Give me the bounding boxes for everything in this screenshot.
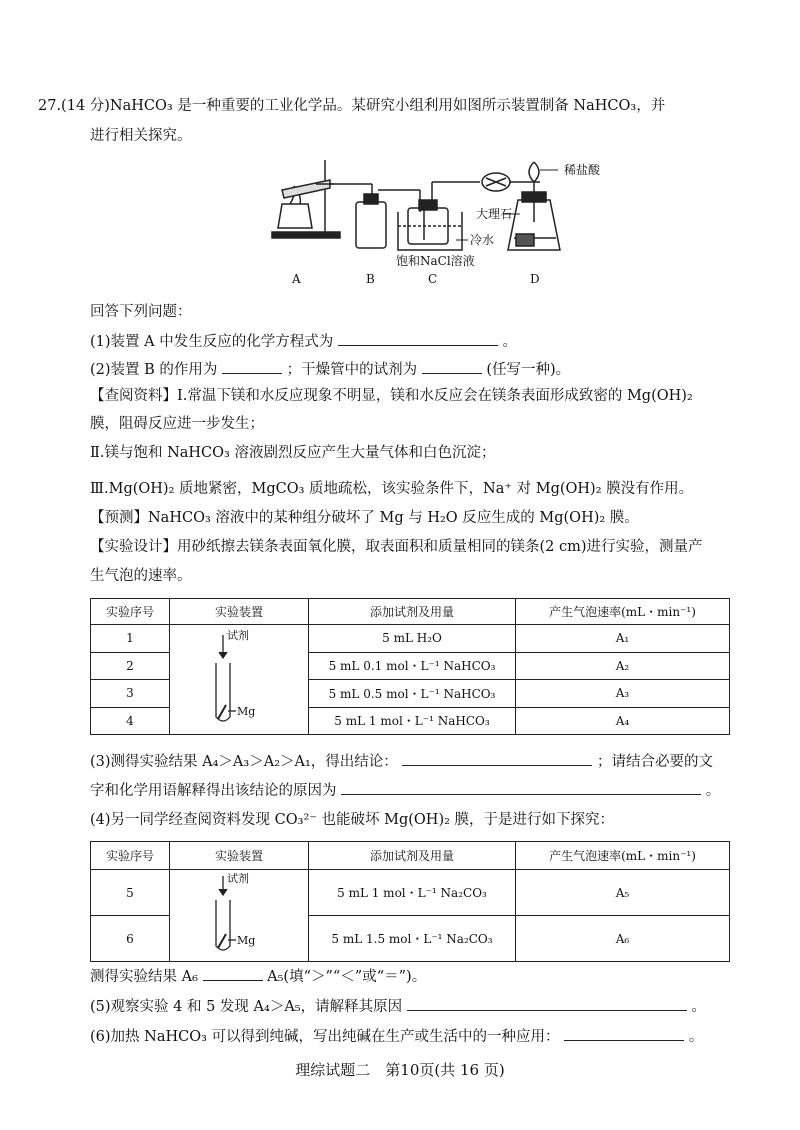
tube-mg-label: Mg — [237, 934, 256, 947]
table-1-header: 产生气泡速率(mL・min⁻¹) — [516, 599, 730, 625]
test-tube-icon — [170, 625, 308, 731]
question-3-end: 。 — [705, 783, 721, 799]
question-2 — [90, 358, 570, 380]
question-2-text-a: (2)装置 B 的作用为 — [90, 362, 218, 378]
test-tube-figure — [170, 625, 309, 735]
answer-blank-5[interactable] — [407, 995, 687, 1011]
question-1-text: (1)装置 A 中发生反应的化学方程式为 — [90, 334, 334, 350]
table-cell-rate: A₆ — [516, 916, 730, 962]
table-cell-no: 1 — [91, 625, 170, 653]
answer-blank-2a[interactable] — [222, 358, 282, 374]
question-1-end: 。 — [502, 334, 517, 350]
answer-prompt: 回答下列问题： — [90, 304, 192, 320]
table-cell-reagent: 5 mL 1.5 mol・L⁻¹ Na₂CO₃ — [309, 916, 516, 962]
reference-line-4: Ⅲ.Mg(OH)₂ 质地紧密，MgCO₃ 质地疏松，该实验条件下，Na⁺ 对 Mg(OH)₂ 膜没有作用。 — [90, 481, 694, 497]
tube-reagent-label: 试剂 — [227, 872, 249, 885]
question-4-result-text-b: A₅(填“＞”“＜”或“＝”)。 — [267, 969, 427, 985]
table-cell-rate: A₃ — [516, 680, 730, 708]
answer-blank-6[interactable] — [564, 1025, 684, 1041]
apparatus-diagram — [0, 152, 800, 292]
label-cold-water: 冷水 — [470, 233, 495, 247]
label-saturated-nacl: 饱和NaCl溶液 — [396, 254, 475, 268]
question-6-text: (6)加热 NaHCO₃ 可以得到纯碱，写出纯碱在生产或生活中的一种应用： — [90, 1029, 560, 1045]
question-4-result — [90, 965, 426, 987]
test-tube-figure — [170, 870, 309, 962]
reference-line-1: 【查阅资料】Ⅰ.常温下镁和水反应现象不明显，镁和水反应会在镁条表面形成致密的 Mg(OH)₂ — [90, 388, 693, 404]
page-footer: 理综试题二 第10页(共 16 页) — [295, 1061, 505, 1079]
table-2-header: 实验序号 — [91, 842, 170, 870]
test-tube-icon — [170, 870, 308, 958]
reference-line-3: Ⅱ.镁与饱和 NaHCO₃ 溶液剧烈反应产生大量气体和白色沉淀； — [90, 445, 496, 461]
question-2-text-b: ；干燥管中的试剂为 — [286, 362, 418, 378]
question-2-text-c: (任写一种)。 — [486, 362, 571, 378]
table-2-header: 添加试剂及用量 — [309, 842, 516, 870]
label-apparatus-b: B — [366, 272, 375, 286]
experiment-table-1 — [90, 598, 730, 735]
question-3-text-c: 字和化学用语解释得出该结论的原因为 — [90, 783, 337, 799]
table-1-header: 实验序号 — [91, 599, 170, 625]
table-cell-rate: A₂ — [516, 652, 730, 680]
design-line-1: 【实验设计】用砂纸擦去镁条表面氧化膜，取表面积和质量相同的镁条(2 cm)进行实验，测量产 — [90, 539, 703, 555]
question-3-text-b: ；请结合必要的文 — [597, 754, 714, 770]
table-cell-reagent: 5 mL 0.5 mol・L⁻¹ NaHCO₃ — [309, 680, 516, 708]
tube-reagent-label: 试剂 — [227, 629, 249, 642]
table-cell-rate: A₁ — [516, 625, 730, 653]
table-1-header: 添加试剂及用量 — [309, 599, 516, 625]
question-6-end: 。 — [688, 1029, 704, 1045]
table-cell-rate: A₄ — [516, 707, 730, 735]
answer-blank-1[interactable] — [338, 330, 498, 346]
tube-mg-label: Mg — [237, 705, 256, 718]
table-cell-reagent: 5 mL H₂O — [309, 625, 516, 653]
answer-blank-4[interactable] — [203, 965, 263, 981]
table-cell-no: 4 — [91, 707, 170, 735]
question-3-line-1 — [90, 750, 713, 772]
question-6 — [90, 1025, 703, 1047]
question-3-text-a: (3)测得实验结果 A₄＞A₃＞A₂＞A₁，得出结论： — [90, 754, 398, 770]
table-cell-no: 6 — [91, 916, 170, 962]
label-marble: 大理石 — [476, 207, 513, 221]
question-4: (4)另一同学经查阅资料发现 CO₃²⁻ 也能破坏 Mg(OH)₂ 膜，于是进行如下探究： — [90, 812, 615, 828]
table-row — [91, 625, 730, 653]
question-5-text: (5)观察实验 4 和 5 发现 A₄＞A₅，请解释其原因 — [90, 999, 403, 1015]
table-2-header-row — [91, 842, 730, 870]
label-apparatus-d: D — [530, 272, 540, 286]
experiment-table-2 — [90, 841, 730, 962]
table-cell-reagent: 5 mL 1 mol・L⁻¹ Na₂CO₃ — [309, 870, 516, 916]
answer-blank-3b[interactable] — [341, 779, 701, 795]
question-5 — [90, 995, 706, 1017]
question-1 — [90, 330, 517, 352]
reference-line-2: 膜，阻碍反应进一步发生； — [90, 416, 264, 432]
question-27-intro-line-1: 27.(14 分)NaHCO₃ 是一种重要的工业化学品。某研究小组利用如图所示装置制备 NaHCO₃，并 — [38, 98, 666, 114]
answer-blank-2b[interactable] — [422, 358, 482, 374]
question-27-intro-line-2: 进行相关探究。 — [90, 128, 192, 144]
label-apparatus-a: A — [292, 272, 301, 286]
table-1-header-row — [91, 599, 730, 625]
table-2-header: 实验装置 — [170, 842, 309, 870]
answer-blank-3a[interactable] — [402, 750, 592, 766]
question-3-line-2 — [90, 779, 720, 801]
table-cell-no: 5 — [91, 870, 170, 916]
question-4-result-text-a: 测得实验结果 A₆ — [90, 969, 198, 985]
table-cell-no: 2 — [91, 652, 170, 680]
table-cell-rate: A₅ — [516, 870, 730, 916]
table-cell-no: 3 — [91, 680, 170, 708]
label-apparatus-c: C — [428, 272, 438, 286]
question-5-end: 。 — [691, 999, 706, 1015]
table-1-header: 实验装置 — [170, 599, 309, 625]
table-row — [91, 870, 730, 916]
table-2-header: 产生气泡速率(mL・min⁻¹) — [516, 842, 730, 870]
label-dilute-hcl: 稀盐酸 — [564, 163, 601, 177]
prediction: 【预测】NaHCO₃ 溶液中的某种组分破坏了 Mg 与 H₂O 反应生成的 Mg(OH)₂ 膜。 — [90, 510, 639, 526]
table-cell-reagent: 5 mL 1 mol・L⁻¹ NaHCO₃ — [309, 707, 516, 735]
table-cell-reagent: 5 mL 0.1 mol・L⁻¹ NaHCO₃ — [309, 652, 516, 680]
design-line-2: 生气泡的速率。 — [90, 568, 192, 584]
